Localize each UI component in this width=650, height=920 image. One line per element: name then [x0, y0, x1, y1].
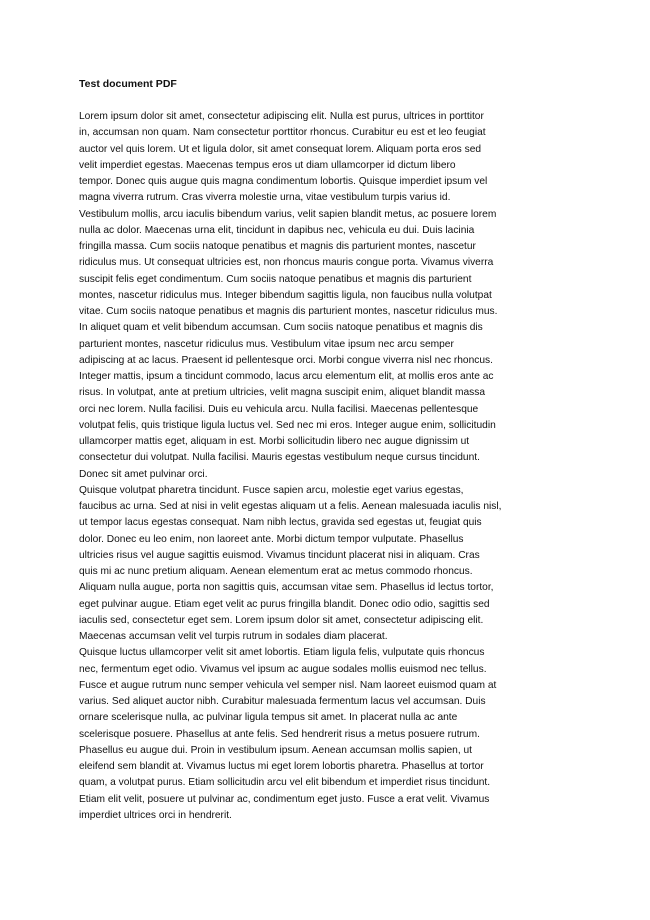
body-line: suscipit felis eget condimentum. Cum sociis natoque penatibus et magnis dis parturient: [79, 273, 472, 285]
body-line: ullamcorper mattis eget, aliquam in est. Morbi sollicitudin libero nec augue dignissim ut: [79, 436, 470, 447]
body-line: parturient montes, nascetur ridiculus mus. Vestibulum vitae ipsum nec arcu semper: [79, 338, 454, 350]
document-body: [79, 109, 589, 824]
body-line: fringilla massa. Cum sociis natoque penatibus et magnis dis parturient montes, nascetur: [79, 241, 476, 252]
body-line: adipiscing at ac lacus. Praesent id pellentesque orci. Morbi congue viverra nisl nec rhoncus.: [79, 354, 493, 366]
body-line: iaculis sed, consectetur eget sem. Lorem ipsum dolor sit amet, consectetur adipiscing elit.: [79, 614, 484, 626]
body-line: nulla ac dolor. Maecenas urna elit, tincidunt in dapibus nec, vehicula eu dui. Duis lacinia: [79, 224, 475, 236]
body-line: in, accumsan non quam. Nam consectetur porttitor rhoncus. Curabitur eu est et leo feugiat: [79, 127, 486, 139]
body-line: imperdiet ultrices orci in hendrerit.: [79, 809, 232, 821]
body-line: Phasellus eu augue dui. Proin in vestibulum ipsum. Aenean accumsan mollis sapien, ut: [79, 744, 473, 756]
body-line: ornare scelerisque nulla, ac pulvinar ligula tempus sit amet. In placerat nulla ac ante: [79, 712, 458, 724]
body-line: Maecenas accumsan velit vel turpis rutrum in sodales diam placerat.: [79, 631, 388, 642]
body-line: vitae. Cum sociis natoque penatibus et magnis dis parturient montes, nascetur ridiculus mus.: [79, 306, 498, 317]
body-line: Etiam elit velit, posuere ut pulvinar ac, condimentum eget justo. Fusce a erat velit. Vivamus: [79, 793, 490, 805]
body-line: ultricies risus vel augue sagittis euismod. Vivamus tincidunt placerat nisi in aliquam. Cras: [79, 549, 480, 561]
body-line: eget pulvinar augue. Etiam eget velit ac purus fringilla blandit. Donec odio odio, sagittis sed: [79, 598, 490, 610]
body-line: Aliquam nulla augue, porta non sagittis quis, accumsan vitae sem. Phasellus id lectus tortor,: [79, 582, 494, 594]
body-line: consectetur dui volutpat. Nulla facilisi. Mauris egestas vestibulum neque cursus tincidunt.: [79, 452, 480, 464]
body-line: tempor. Donec quis augue quis magna condimentum lobortis. Quisque imperdiet ipsum vel: [79, 176, 488, 187]
body-line: varius. Sed aliquet auctor nibh. Curabitur malesuada fermentum lacus vel accumsan. Duis: [79, 696, 486, 707]
body-line: In aliquet quam et velit bibendum accumsan. Cum sociis natoque penatibus et magnis dis: [79, 322, 483, 334]
body-line: magna viverra rutrum. Cras viverra molestie urna, vitae vestibulum turpis varius id.: [79, 192, 451, 204]
body-line: risus. In volutpat, ante at pretium ultricies, velit magna suscipit enim, aliquet blandit massa: [79, 387, 485, 399]
body-line: dolor. Donec eu leo enim, non laoreet ante. Morbi dictum tempor vulputate. Phasellus: [79, 533, 464, 545]
body-line: ridiculus mus. Ut consequat ultricies est, non rhoncus mauris congue porta. Vivamus viverra: [79, 257, 494, 269]
body-line: velit imperdiet egestas. Maecenas tempus eros ut diam ullamcorper id dictum libero: [79, 159, 456, 171]
body-line: eleifend sem blandit at. Vivamus luctus mi eget lorem lobortis pharetra. Phasellus at tortor: [79, 761, 484, 772]
body-line: Quisque volutpat pharetra tincidunt. Fusce sapien arcu, molestie eget varius egestas,: [79, 484, 464, 496]
body-line: Lorem ipsum dolor sit amet, consectetur adipiscing elit. Nulla est purus, ultrices in porttitor: [79, 111, 484, 122]
body-line: scelerisque posuere. Phasellus at ante felis. Sed hendrerit risus a metus posuere rutrum.: [79, 728, 480, 740]
body-line: ut tempor lacus egestas consequat. Nam nibh lectus, gravida sed egestas ut, feugiat quis: [79, 517, 482, 529]
body-line: Fusce et augue rutrum nunc semper vehicula vel semper nisl. Nam laoreet euismod quam at: [79, 679, 497, 691]
body-line: volutpat felis, quis tristique ligula luctus vel. Sed nec mi eros. Integer augue enim, sollicitudin: [79, 419, 496, 431]
body-line: auctor vel quis lorem. Ut et ligula dolor, sit amet consequat lorem. Aliquam porta eros sed: [79, 143, 482, 155]
body-line: quam, a volutpat purus. Etiam sollicitudin arcu vel elit bibendum et imperdiet risus tincidunt.: [79, 777, 491, 789]
body-line: nec, fermentum eget odio. Vivamus vel ipsum ac augue sodales mollis euismod nec tellus.: [79, 663, 487, 675]
body-line: montes, nascetur ridiculus mus. Integer bibendum sagittis ligula, non faucibus nulla volutpat: [79, 289, 492, 301]
body-line: Quisque luctus ullamcorper velit sit amet lobortis. Etiam ligula felis, vulputate quis rhoncus: [79, 647, 485, 659]
body-line: quis mi ac nunc pretium aliquam. Aenean elementum erat ac metus commodo rhoncus.: [79, 566, 473, 577]
body-line: orci nec lorem. Nulla facilisi. Duis eu vehicula arcu. Nulla facilisi. Maecenas pellentesque: [79, 403, 479, 415]
body-line: Vestibulum mollis, arcu iaculis bibendum varius, velit sapien blandit metus, ac posuere lorem: [79, 208, 497, 220]
body-line: Integer mattis, ipsum a tincidunt commodo, lacus arcu elementum elit, at mollis eros ante ac: [79, 371, 494, 382]
body-line: faucibus ac urna. Sed at nisi in velit egestas aliquam ut a felis. Aenean malesuada iaculis nisl,: [79, 501, 502, 512]
document-title: Test document PDF: [79, 78, 177, 90]
body-line: Donec sit amet pulvinar orci.: [79, 468, 208, 480]
